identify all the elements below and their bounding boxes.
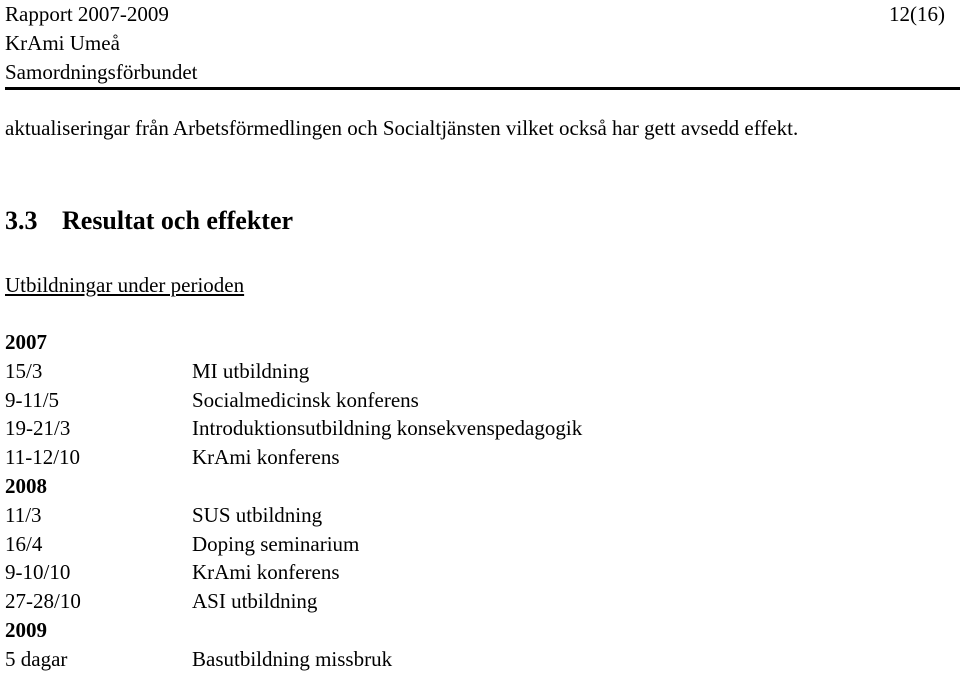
schedule-event: MI utbildning <box>192 358 310 383</box>
schedule-row <box>5 645 945 674</box>
schedule-row <box>5 501 945 530</box>
section-heading <box>5 203 293 239</box>
header-divider <box>5 87 960 90</box>
schedule-date: 5 dagar <box>5 646 68 671</box>
schedule-event: KrAmi konferens <box>192 560 340 585</box>
schedule-row <box>5 587 945 616</box>
schedule-event: Basutbildning missbruk <box>192 646 393 671</box>
schedule-row <box>5 414 945 443</box>
training-schedule <box>5 328 945 674</box>
schedule-date: 11-12/10 <box>5 445 81 470</box>
schedule-row <box>5 386 945 415</box>
year-heading-2009: 2009 <box>5 617 47 642</box>
schedule-date: 19-21/3 <box>5 416 71 441</box>
schedule-date: 27-28/10 <box>5 589 81 614</box>
schedule-event: ASI utbildning <box>192 589 318 614</box>
schedule-date: 16/4 <box>5 531 43 556</box>
year-heading-2007: 2007 <box>5 330 47 354</box>
intro-paragraph: aktualiseringar från Arbetsförmedlingen och Socialtjänsten vilket också har gett avsedd effekt. <box>5 116 799 140</box>
schedule-date: 15/3 <box>5 358 43 383</box>
schedule-row <box>5 357 945 386</box>
organization-name: KrAmi Umeå <box>5 31 120 55</box>
schedule-event: KrAmi konferens <box>192 445 340 470</box>
schedule-event: Socialmedicinsk konferens <box>192 387 419 412</box>
section-number: 3.3 <box>5 206 38 235</box>
page-header <box>5 0 945 87</box>
section-title: Resultat och effekter <box>62 206 294 235</box>
schedule-row <box>5 558 945 587</box>
courses-subheading: Utbildningar under perioden <box>5 273 245 297</box>
schedule-date: 9-11/5 <box>5 387 60 412</box>
schedule-date: 9-10/10 <box>5 560 71 585</box>
schedule-row <box>5 530 945 559</box>
schedule-date: 11/3 <box>5 502 42 527</box>
federation-name: Samordningsförbundet <box>5 60 198 84</box>
year-heading-2008: 2008 <box>5 473 47 498</box>
report-title: Rapport 2007-2009 <box>5 2 169 26</box>
schedule-row <box>5 443 945 472</box>
schedule-event: Introduktionsutbildning konsekvenspedagogik <box>192 416 583 441</box>
page-number: 12(16) <box>889 2 945 26</box>
schedule-event: SUS utbildning <box>192 502 323 527</box>
schedule-event: Doping seminarium <box>192 531 360 556</box>
